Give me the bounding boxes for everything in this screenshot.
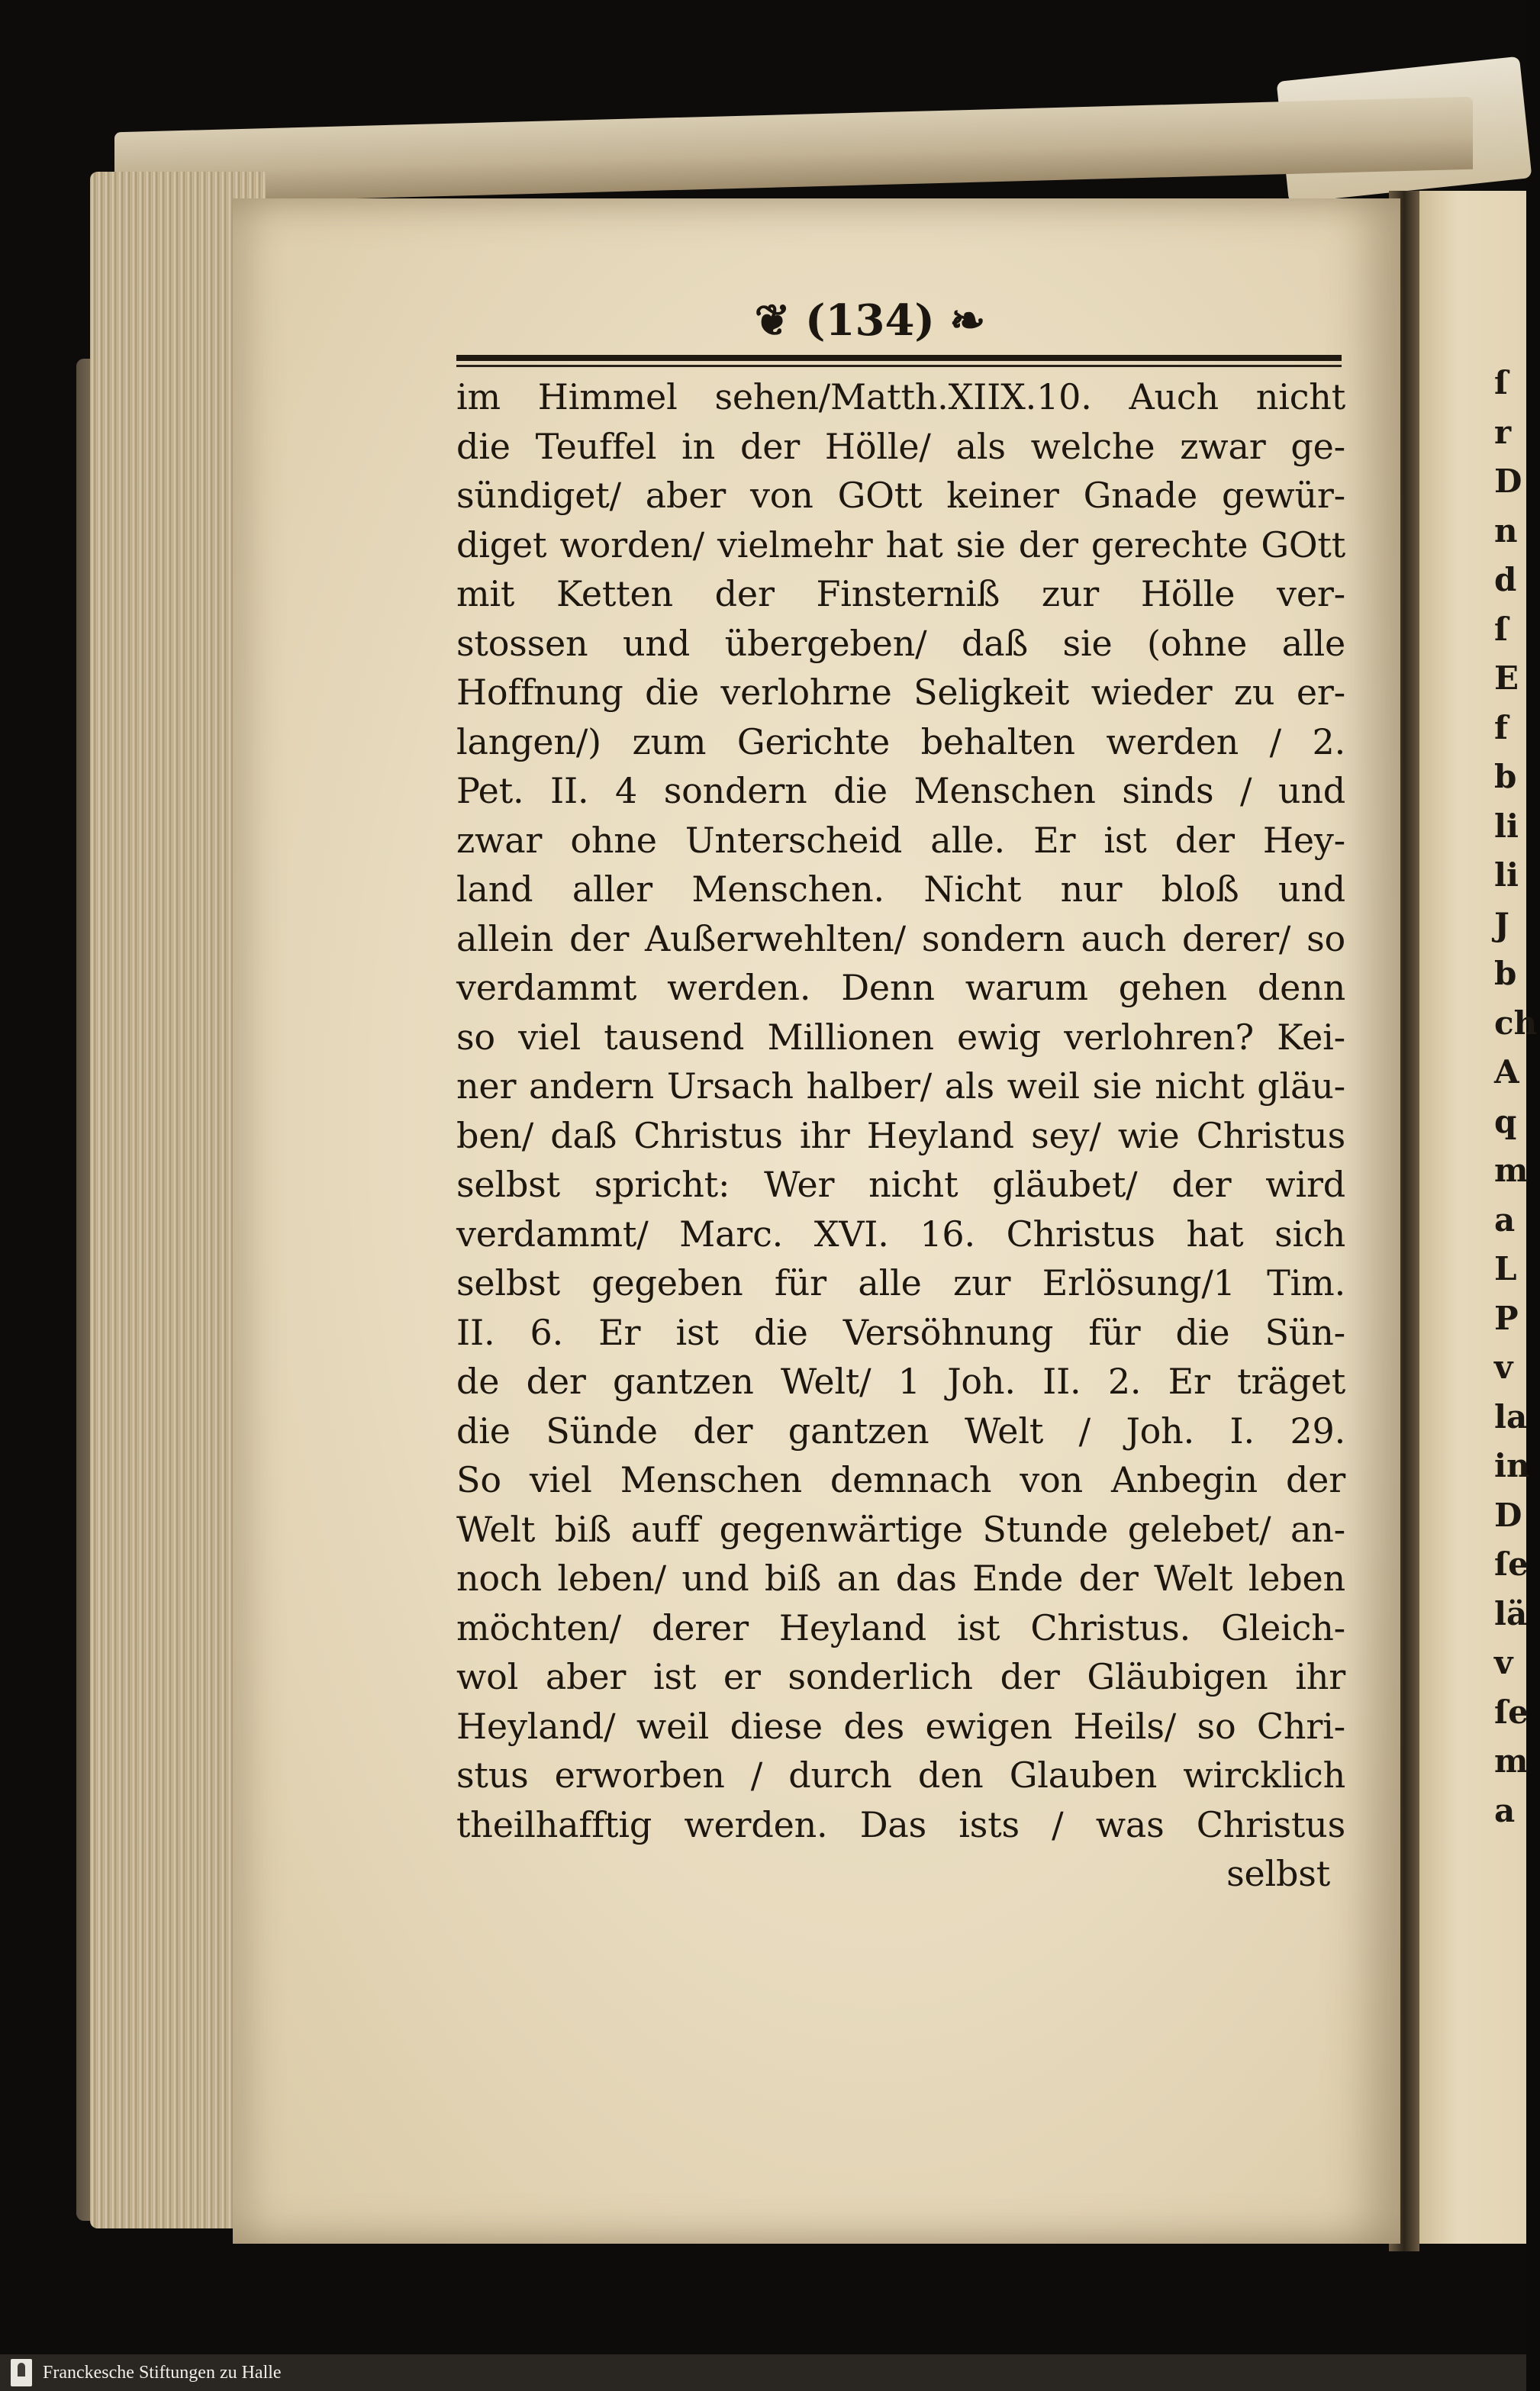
text-line: selbst spricht: Wer nicht gläubet/ der wird (456, 1164, 1345, 1205)
page-body-text (456, 372, 1345, 1899)
text-line: wol aber ist er sonderlich der Gläubigen ihr (456, 1656, 1345, 1697)
footer-credit: Franckesche Stiftungen zu Halle (43, 2363, 282, 2383)
text-line: die Sünde der gantzen Welt / Joh. I. 29. (456, 1410, 1345, 1452)
facing-fragment: in (1494, 1447, 1530, 1484)
text-line: möchten/ derer Heyland ist Christus. Gleich- (456, 1606, 1345, 1648)
text-line: im Himmel sehen/Matth.XIIX.10. Auch nicht (456, 376, 1345, 417)
page-block-top-edge (114, 97, 1473, 205)
facing-fragment: li (1494, 807, 1519, 845)
header-rule-thin (456, 365, 1342, 367)
text-line: die Teuffel in der Hölle/ als welche zwar ge- (456, 425, 1345, 467)
text-line: Hoffnung die verlohrne Seligkeit wieder zu er- (456, 672, 1345, 713)
text-line: stus erworben / durch den Glauben wircklich (456, 1755, 1345, 1796)
facing-fragment: m (1494, 1152, 1529, 1189)
facing-fragment: D (1494, 1496, 1522, 1534)
facing-fragment: lä (1494, 1594, 1528, 1632)
facing-fragment: P (1494, 1299, 1519, 1337)
facing-fragment: D (1494, 462, 1522, 500)
facing-fragment: L (1494, 1250, 1517, 1287)
facing-fragment: ſe (1494, 1693, 1529, 1731)
text-line: noch leben/ und biß an das Ende der Welt leben (456, 1558, 1345, 1599)
facing-fragment: ch (1494, 1004, 1538, 1042)
institution-logo-icon (11, 2359, 32, 2386)
text-line: stossen und übergeben/ daß sie (ohne alle (456, 622, 1345, 664)
text-line: diget worden/ vielmehr hat sie der gerechte GOtt (456, 524, 1345, 566)
facing-fragment: J (1494, 905, 1509, 943)
text-line: so viel tausend Millionen ewig verlohren? Kei- (456, 1016, 1345, 1058)
facing-fragment: v (1494, 1644, 1513, 1681)
facing-fragment: q (1494, 1102, 1517, 1140)
text-line: sündiget/ aber von GOtt keiner Gnade gewür- (456, 475, 1345, 516)
text-line: verdammt/ Marc. XVI. 16. Christus hat sich (456, 1213, 1345, 1255)
header-rule (456, 355, 1342, 361)
facing-fragment: d (1494, 561, 1517, 598)
facing-fragment: r (1494, 413, 1512, 451)
catchword: selbst (1226, 1853, 1330, 1894)
facing-fragment: a (1494, 1200, 1516, 1239)
text-line: Heyland/ weil diese des ewigen Heils/ so Chri- (456, 1705, 1345, 1747)
text-line: langen/) zum Gerichte behalten werden / 2. (456, 720, 1345, 762)
facing-fragment: v (1494, 1349, 1513, 1386)
facing-fragment: A (1494, 1053, 1519, 1091)
facing-fragment: ſ (1494, 364, 1509, 401)
facing-fragment: ſ (1494, 610, 1509, 648)
facing-fragment: E (1494, 659, 1519, 697)
facing-page-text-fragments (1494, 359, 1540, 1835)
text-line: de der gantzen Welt/ 1 Joh. II. 2. Er träget (456, 1361, 1345, 1402)
facing-fragment: b (1494, 758, 1517, 795)
facing-fragment: n (1494, 511, 1518, 549)
text-line: selbst gegeben für alle zur Erlösung/1 Tim. (456, 1262, 1345, 1303)
page-number-header: ❦ (134) ❧ (754, 295, 986, 346)
facing-fragment: ſe (1494, 1545, 1529, 1583)
facing-fragment: la (1494, 1397, 1528, 1436)
text-line: Pet. II. 4 sondern die Menschen sinds / und (456, 770, 1345, 811)
text-line: zwar ohne Unterscheid alle. Er ist der Hey- (456, 819, 1345, 861)
text-line: So viel Menschen demnach von Anbegin der (456, 1459, 1345, 1500)
facing-fragment: f (1494, 708, 1509, 746)
text-line: II. 6. Er ist die Versöhnung für die Sün- (456, 1311, 1345, 1353)
text-line: mit Ketten der Finsterniß zur Hölle ver- (456, 573, 1345, 614)
text-line: ben/ daß Christus ihr Heyland sey/ wie Christus (456, 1114, 1345, 1156)
footer-bar (0, 2354, 1526, 2391)
facing-fragment: m (1494, 1742, 1529, 1780)
text-line: ner andern Ursach halber/ als weil sie nicht gläu- (456, 1065, 1345, 1107)
text-line: verdammt werden. Denn warum gehen denn (456, 967, 1345, 1008)
text-line: theilhafftig werden. Das ists / was Christus (456, 1803, 1345, 1845)
facing-fragment: a (1494, 1791, 1516, 1829)
facing-fragment: li (1494, 856, 1519, 894)
text-line: allein der Außerwehlten/ sondern auch derer/ so (456, 917, 1345, 959)
text-line: Welt biß auff gegenwärtige Stunde gelebet/ an- (456, 1508, 1345, 1550)
text-line: land aller Menschen. Nicht nur bloß und (456, 868, 1345, 910)
facing-fragment: b (1494, 955, 1517, 992)
